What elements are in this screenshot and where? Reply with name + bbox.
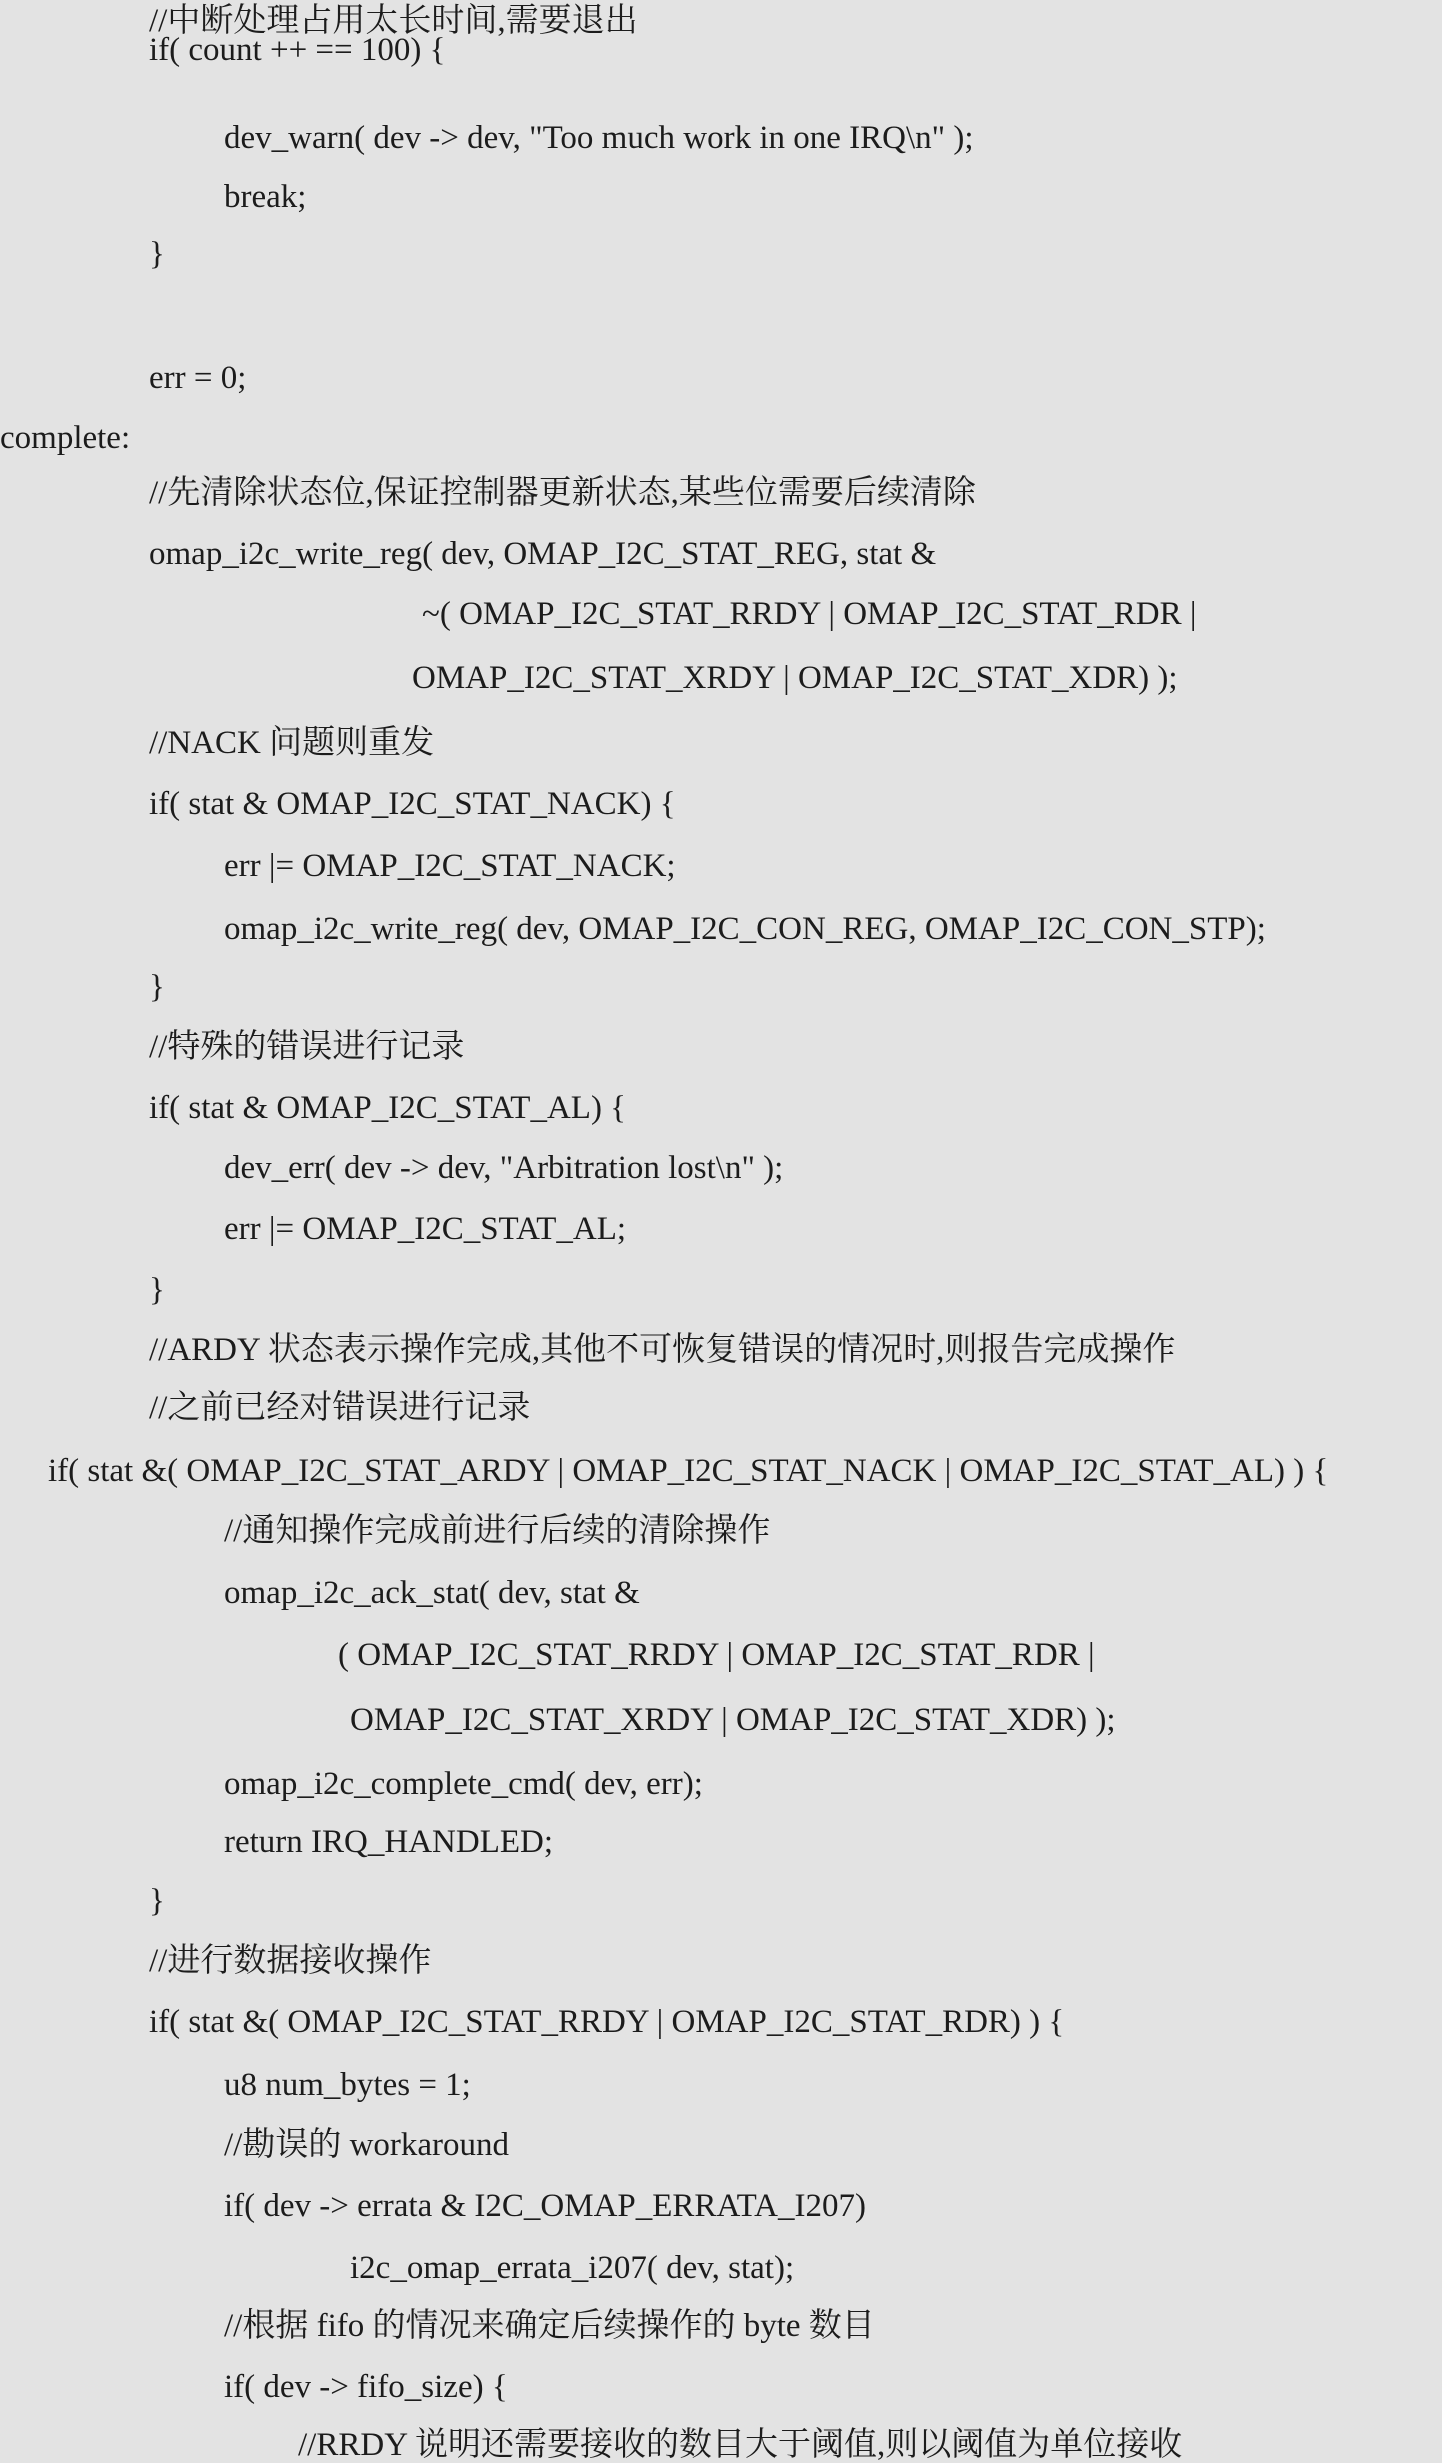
code-line: //勘误的 workaround <box>224 2127 510 2163</box>
code-line: if( stat &( OMAP_I2C_STAT_ARDY | OMAP_I2C_STAT_NACK | OMAP_I2C_STAT_AL) ) { <box>48 1453 1329 1489</box>
code-line: complete: <box>0 420 131 456</box>
code-line: } <box>149 1272 165 1308</box>
code-line: //进行数据接收操作 <box>149 1943 432 1979</box>
code-line: omap_i2c_complete_cmd( dev, err); <box>224 1766 703 1802</box>
code-line: err = 0; <box>149 360 247 396</box>
code-line: omap_i2c_write_reg( dev, OMAP_I2C_CON_REG, OMAP_I2C_CON_STP); <box>224 911 1266 947</box>
code-line: omap_i2c_write_reg( dev, OMAP_I2C_STAT_REG, stat & <box>149 536 937 572</box>
code-line: //之前已经对错误进行记录 <box>149 1390 531 1426</box>
code-line: //ARDY 状态表示操作完成,其他不可恢复错误的情况时,则报告完成操作 <box>149 1332 1176 1368</box>
code-line: OMAP_I2C_STAT_XRDY | OMAP_I2C_STAT_XDR) ); <box>350 1702 1116 1738</box>
code-line: break; <box>224 179 307 215</box>
code-line: } <box>149 1883 165 1919</box>
code-line: //特殊的错误进行记录 <box>149 1029 465 1065</box>
code-line: ( OMAP_I2C_STAT_RRDY | OMAP_I2C_STAT_RDR | <box>338 1637 1095 1673</box>
code-line: i2c_omap_errata_i207( dev, stat); <box>350 2250 795 2286</box>
code-line: //RRDY 说明还需要接收的数目大于阈值,则以阈值为单位接收 <box>298 2427 1183 2463</box>
code-line: dev_warn( dev -> dev, "Too much work in one IRQ\n" ); <box>224 120 974 156</box>
code-line: return IRQ_HANDLED; <box>224 1824 554 1860</box>
code-line: if( dev -> errata & I2C_OMAP_ERRATA_I207) <box>224 2188 866 2224</box>
code-line: u8 num_bytes = 1; <box>224 2067 471 2103</box>
code-line: //根据 fifo 的情况来确定后续操作的 byte 数目 <box>224 2308 875 2344</box>
code-line: //先清除状态位,保证控制器更新状态,某些位需要后续清除 <box>149 475 976 511</box>
code-line: //中断处理占用太长时间,需要退出 <box>149 3 638 39</box>
code-line: //NACK 问题则重发 <box>149 725 435 761</box>
code-line: if( stat & OMAP_I2C_STAT_NACK) { <box>149 786 676 822</box>
code-line: } <box>149 236 165 272</box>
code-line: err |= OMAP_I2C_STAT_AL; <box>224 1211 627 1247</box>
code-line: if( count ++ == 100) { <box>149 32 446 68</box>
code-line: err |= OMAP_I2C_STAT_NACK; <box>224 848 676 884</box>
code-line: } <box>149 969 165 1005</box>
code-line: if( stat & OMAP_I2C_STAT_AL) { <box>149 1090 627 1126</box>
code-line: omap_i2c_ack_stat( dev, stat & <box>224 1575 640 1611</box>
code-line: dev_err( dev -> dev, "Arbitration lost\n" ); <box>224 1150 784 1186</box>
code-line: if( dev -> fifo_size) { <box>224 2369 508 2405</box>
code-line: ~( OMAP_I2C_STAT_RRDY | OMAP_I2C_STAT_RDR | <box>422 596 1197 632</box>
code-line: //通知操作完成前进行后续的清除操作 <box>224 1513 771 1549</box>
code-line: OMAP_I2C_STAT_XRDY | OMAP_I2C_STAT_XDR) ); <box>412 660 1178 696</box>
code-line: if( stat &( OMAP_I2C_STAT_RRDY | OMAP_I2C_STAT_RDR) ) { <box>149 2004 1065 2040</box>
